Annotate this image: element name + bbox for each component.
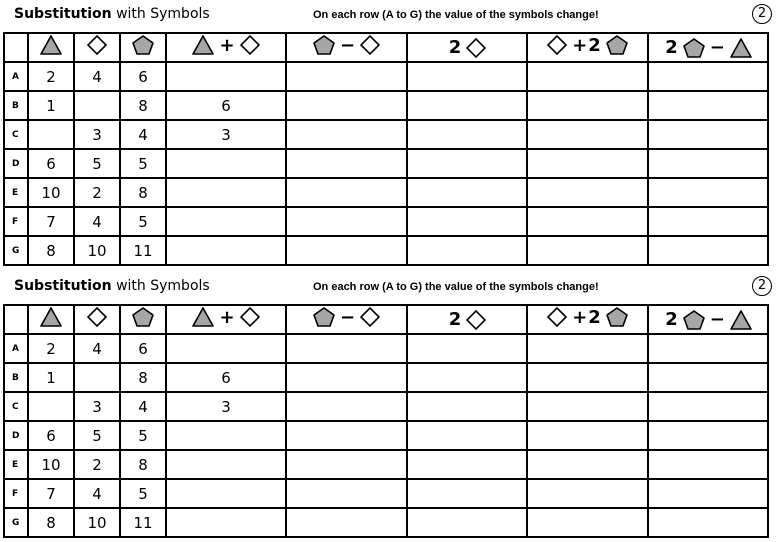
- worksheet-top: [0, 0, 780, 270]
- row-label: A: [4, 334, 28, 363]
- triangle-plus-diamond-answer[interactable]: 6: [166, 91, 286, 120]
- instruction-note: On each row (A to G) the value of the symbols change!: [313, 9, 599, 21]
- header-two-diamond: 2: [407, 305, 527, 334]
- pentagon-value: 11: [120, 508, 166, 537]
- triangle-plus-diamond-answer[interactable]: [166, 178, 286, 207]
- header-two-pentagon-minus-triangle: 2 −: [648, 33, 768, 62]
- diamond-plus-two-pentagon-answer[interactable]: [527, 207, 648, 236]
- two-diamond-answer[interactable]: [407, 149, 527, 178]
- diamond-value: [74, 91, 120, 120]
- row-label-header: [4, 305, 28, 334]
- two-pentagon-minus-triangle-answer[interactable]: [648, 178, 768, 207]
- pentagon-minus-diamond-answer[interactable]: [286, 450, 407, 479]
- pentagon-minus-diamond-answer[interactable]: [286, 392, 407, 421]
- two-pentagon-minus-triangle-answer[interactable]: [648, 363, 768, 392]
- row-label: E: [4, 178, 28, 207]
- table-row: [4, 421, 768, 450]
- pentagon-value: 4: [120, 120, 166, 149]
- pentagon-header: [120, 33, 166, 62]
- table-row: [4, 392, 768, 421]
- triangle-plus-diamond-answer[interactable]: [166, 334, 286, 363]
- diamond-value: [74, 363, 120, 392]
- pentagon-minus-diamond-answer[interactable]: [286, 236, 407, 265]
- table-row: [4, 450, 768, 479]
- diamond-icon: [465, 309, 487, 331]
- diamond-plus-two-pentagon-answer[interactable]: [527, 392, 648, 421]
- two-pentagon-minus-triangle-answer[interactable]: [648, 149, 768, 178]
- two-pentagon-minus-triangle-answer[interactable]: [648, 236, 768, 265]
- triangle-icon: [191, 306, 215, 328]
- diamond-icon: [465, 37, 487, 59]
- row-label: D: [4, 149, 28, 178]
- triangle-value: 7: [28, 479, 74, 508]
- triangle-plus-diamond-answer[interactable]: [166, 236, 286, 265]
- table-row: [4, 178, 768, 207]
- pentagon-icon: [682, 309, 706, 331]
- diamond-plus-two-pentagon-answer[interactable]: [527, 178, 648, 207]
- sheet-number-badge: 2: [752, 276, 772, 296]
- pentagon-minus-diamond-answer[interactable]: [286, 334, 407, 363]
- diamond-value: 4: [74, 62, 120, 91]
- row-label: C: [4, 392, 28, 421]
- triangle-value: 2: [28, 62, 74, 91]
- triangle-value: 8: [28, 508, 74, 537]
- triangle-value: [28, 120, 74, 149]
- triangle-plus-diamond-answer[interactable]: [166, 421, 286, 450]
- diamond-plus-two-pentagon-answer[interactable]: [527, 450, 648, 479]
- header-triangle-plus-diamond: +: [166, 33, 286, 62]
- triangle-value: 6: [28, 421, 74, 450]
- diamond-icon: [86, 306, 108, 328]
- two-pentagon-minus-triangle-answer[interactable]: [648, 392, 768, 421]
- pentagon-value: 11: [120, 236, 166, 265]
- pentagon-minus-diamond-answer[interactable]: [286, 91, 407, 120]
- diamond-value: 2: [74, 178, 120, 207]
- row-label: F: [4, 479, 28, 508]
- triangle-value: 7: [28, 207, 74, 236]
- diamond-plus-two-pentagon-answer[interactable]: [527, 62, 648, 91]
- row-label: E: [4, 450, 28, 479]
- table-row: [4, 334, 768, 363]
- triangle-icon: [39, 34, 63, 56]
- two-diamond-answer[interactable]: [407, 450, 527, 479]
- diamond-value: 4: [74, 334, 120, 363]
- two-diamond-answer[interactable]: [407, 334, 527, 363]
- diamond-value: 5: [74, 421, 120, 450]
- header-triangle-plus-diamond: +: [166, 305, 286, 334]
- header-diamond-plus-two-pentagon: + 2: [527, 33, 648, 62]
- diamond-icon: [359, 306, 381, 328]
- table-row: [4, 363, 768, 392]
- table-row: [4, 479, 768, 508]
- pentagon-icon: [605, 34, 629, 56]
- pentagon-icon: [312, 34, 336, 56]
- triangle-value: 10: [28, 450, 74, 479]
- two-diamond-answer[interactable]: [407, 392, 527, 421]
- triangle-icon: [191, 34, 215, 56]
- substitution-table: [3, 32, 769, 266]
- diamond-value: 3: [74, 392, 120, 421]
- triangle-plus-diamond-answer[interactable]: 6: [166, 363, 286, 392]
- triangle-plus-diamond-answer[interactable]: [166, 149, 286, 178]
- triangle-value: 2: [28, 334, 74, 363]
- two-pentagon-minus-triangle-answer[interactable]: [648, 334, 768, 363]
- pentagon-icon: [131, 306, 155, 328]
- two-pentagon-minus-triangle-answer[interactable]: [648, 120, 768, 149]
- row-label: G: [4, 508, 28, 537]
- diamond-value: 10: [74, 236, 120, 265]
- triangle-value: 8: [28, 236, 74, 265]
- triangle-icon: [729, 37, 753, 59]
- two-diamond-answer[interactable]: [407, 479, 527, 508]
- pentagon-header: [120, 305, 166, 334]
- table-row: [4, 207, 768, 236]
- pentagon-icon: [605, 306, 629, 328]
- diamond-icon: [546, 306, 568, 328]
- two-pentagon-minus-triangle-answer[interactable]: [648, 450, 768, 479]
- pentagon-minus-diamond-answer[interactable]: [286, 120, 407, 149]
- diamond-value: 2: [74, 450, 120, 479]
- sheet-number-badge: 2: [752, 4, 772, 24]
- diamond-plus-two-pentagon-answer[interactable]: [527, 91, 648, 120]
- row-label: F: [4, 207, 28, 236]
- header-two-diamond: 2: [407, 33, 527, 62]
- triangle-value: 10: [28, 178, 74, 207]
- row-label: B: [4, 91, 28, 120]
- pentagon-value: 5: [120, 207, 166, 236]
- row-label: G: [4, 236, 28, 265]
- header-pentagon-minus-diamond: −: [286, 33, 407, 62]
- row-label: D: [4, 421, 28, 450]
- table-row: [4, 62, 768, 91]
- two-pentagon-minus-triangle-answer[interactable]: [648, 479, 768, 508]
- diamond-plus-two-pentagon-answer[interactable]: [527, 120, 648, 149]
- two-diamond-answer[interactable]: [407, 421, 527, 450]
- pentagon-value: 8: [120, 91, 166, 120]
- triangle-plus-diamond-answer[interactable]: [166, 450, 286, 479]
- pentagon-value: 8: [120, 450, 166, 479]
- diamond-icon: [239, 306, 261, 328]
- worksheet-title: Substitution with Symbols: [14, 6, 210, 22]
- pentagon-minus-diamond-answer[interactable]: [286, 178, 407, 207]
- diamond-plus-two-pentagon-answer[interactable]: [527, 508, 648, 537]
- row-label-header: [4, 33, 28, 62]
- pentagon-minus-diamond-answer[interactable]: [286, 363, 407, 392]
- diamond-value: 4: [74, 479, 120, 508]
- substitution-table: [3, 304, 769, 538]
- diamond-plus-two-pentagon-answer[interactable]: [527, 149, 648, 178]
- header-pentagon-minus-diamond: −: [286, 305, 407, 334]
- pentagon-value: 5: [120, 421, 166, 450]
- triangle-value: 1: [28, 363, 74, 392]
- diamond-plus-two-pentagon-answer[interactable]: [527, 334, 648, 363]
- diamond-header: [74, 305, 120, 334]
- two-diamond-answer[interactable]: [407, 178, 527, 207]
- diamond-icon: [359, 34, 381, 56]
- triangle-header: [28, 33, 74, 62]
- pentagon-minus-diamond-answer[interactable]: [286, 207, 407, 236]
- diamond-icon: [86, 34, 108, 56]
- pentagon-minus-diamond-answer[interactable]: [286, 421, 407, 450]
- table-row: [4, 508, 768, 537]
- two-pentagon-minus-triangle-answer[interactable]: [648, 207, 768, 236]
- pentagon-value: 8: [120, 178, 166, 207]
- two-diamond-answer[interactable]: [407, 91, 527, 120]
- table-row: [4, 236, 768, 265]
- row-label: B: [4, 363, 28, 392]
- two-diamond-answer[interactable]: [407, 207, 527, 236]
- diamond-plus-two-pentagon-answer[interactable]: [527, 363, 648, 392]
- diamond-value: 10: [74, 508, 120, 537]
- triangle-icon: [729, 309, 753, 331]
- header-diamond-plus-two-pentagon: + 2: [527, 305, 648, 334]
- two-pentagon-minus-triangle-answer[interactable]: [648, 91, 768, 120]
- diamond-header: [74, 33, 120, 62]
- header-row: [4, 305, 768, 334]
- diamond-value: 4: [74, 207, 120, 236]
- triangle-plus-diamond-answer[interactable]: 3: [166, 392, 286, 421]
- two-pentagon-minus-triangle-answer[interactable]: [648, 508, 768, 537]
- diamond-plus-two-pentagon-answer[interactable]: [527, 421, 648, 450]
- two-diamond-answer[interactable]: [407, 508, 527, 537]
- table-row: [4, 149, 768, 178]
- row-label: C: [4, 120, 28, 149]
- pentagon-icon: [682, 37, 706, 59]
- worksheet-title: Substitution with Symbols: [14, 278, 210, 294]
- pentagon-value: 6: [120, 334, 166, 363]
- triangle-value: 1: [28, 91, 74, 120]
- pentagon-value: 6: [120, 62, 166, 91]
- pentagon-value: 5: [120, 479, 166, 508]
- pentagon-minus-diamond-answer[interactable]: [286, 479, 407, 508]
- worksheet-bottom: [0, 272, 780, 542]
- pentagon-minus-diamond-answer[interactable]: [286, 62, 407, 91]
- row-label: A: [4, 62, 28, 91]
- two-pentagon-minus-triangle-answer[interactable]: [648, 421, 768, 450]
- triangle-icon: [39, 306, 63, 328]
- pentagon-minus-diamond-answer[interactable]: [286, 508, 407, 537]
- triangle-header: [28, 305, 74, 334]
- pentagon-icon: [131, 34, 155, 56]
- triangle-value: 6: [28, 149, 74, 178]
- triangle-plus-diamond-answer[interactable]: [166, 508, 286, 537]
- diamond-plus-two-pentagon-answer[interactable]: [527, 236, 648, 265]
- table-row: [4, 120, 768, 149]
- triangle-value: [28, 392, 74, 421]
- diamond-value: 3: [74, 120, 120, 149]
- triangle-plus-diamond-answer[interactable]: 3: [166, 120, 286, 149]
- pentagon-icon: [312, 306, 336, 328]
- diamond-icon: [239, 34, 261, 56]
- two-diamond-answer[interactable]: [407, 236, 527, 265]
- triangle-plus-diamond-answer[interactable]: [166, 207, 286, 236]
- triangle-plus-diamond-answer[interactable]: [166, 479, 286, 508]
- pentagon-value: 5: [120, 149, 166, 178]
- diamond-value: 5: [74, 149, 120, 178]
- triangle-plus-diamond-answer[interactable]: [166, 62, 286, 91]
- pentagon-value: 4: [120, 392, 166, 421]
- table-row: [4, 91, 768, 120]
- header-row: [4, 33, 768, 62]
- two-diamond-answer[interactable]: [407, 120, 527, 149]
- diamond-plus-two-pentagon-answer[interactable]: [527, 479, 648, 508]
- two-pentagon-minus-triangle-answer[interactable]: [648, 62, 768, 91]
- diamond-icon: [546, 34, 568, 56]
- pentagon-value: 8: [120, 363, 166, 392]
- two-diamond-answer[interactable]: [407, 62, 527, 91]
- pentagon-minus-diamond-answer[interactable]: [286, 149, 407, 178]
- header-two-pentagon-minus-triangle: 2 −: [648, 305, 768, 334]
- instruction-note: On each row (A to G) the value of the symbols change!: [313, 281, 599, 293]
- two-diamond-answer[interactable]: [407, 363, 527, 392]
